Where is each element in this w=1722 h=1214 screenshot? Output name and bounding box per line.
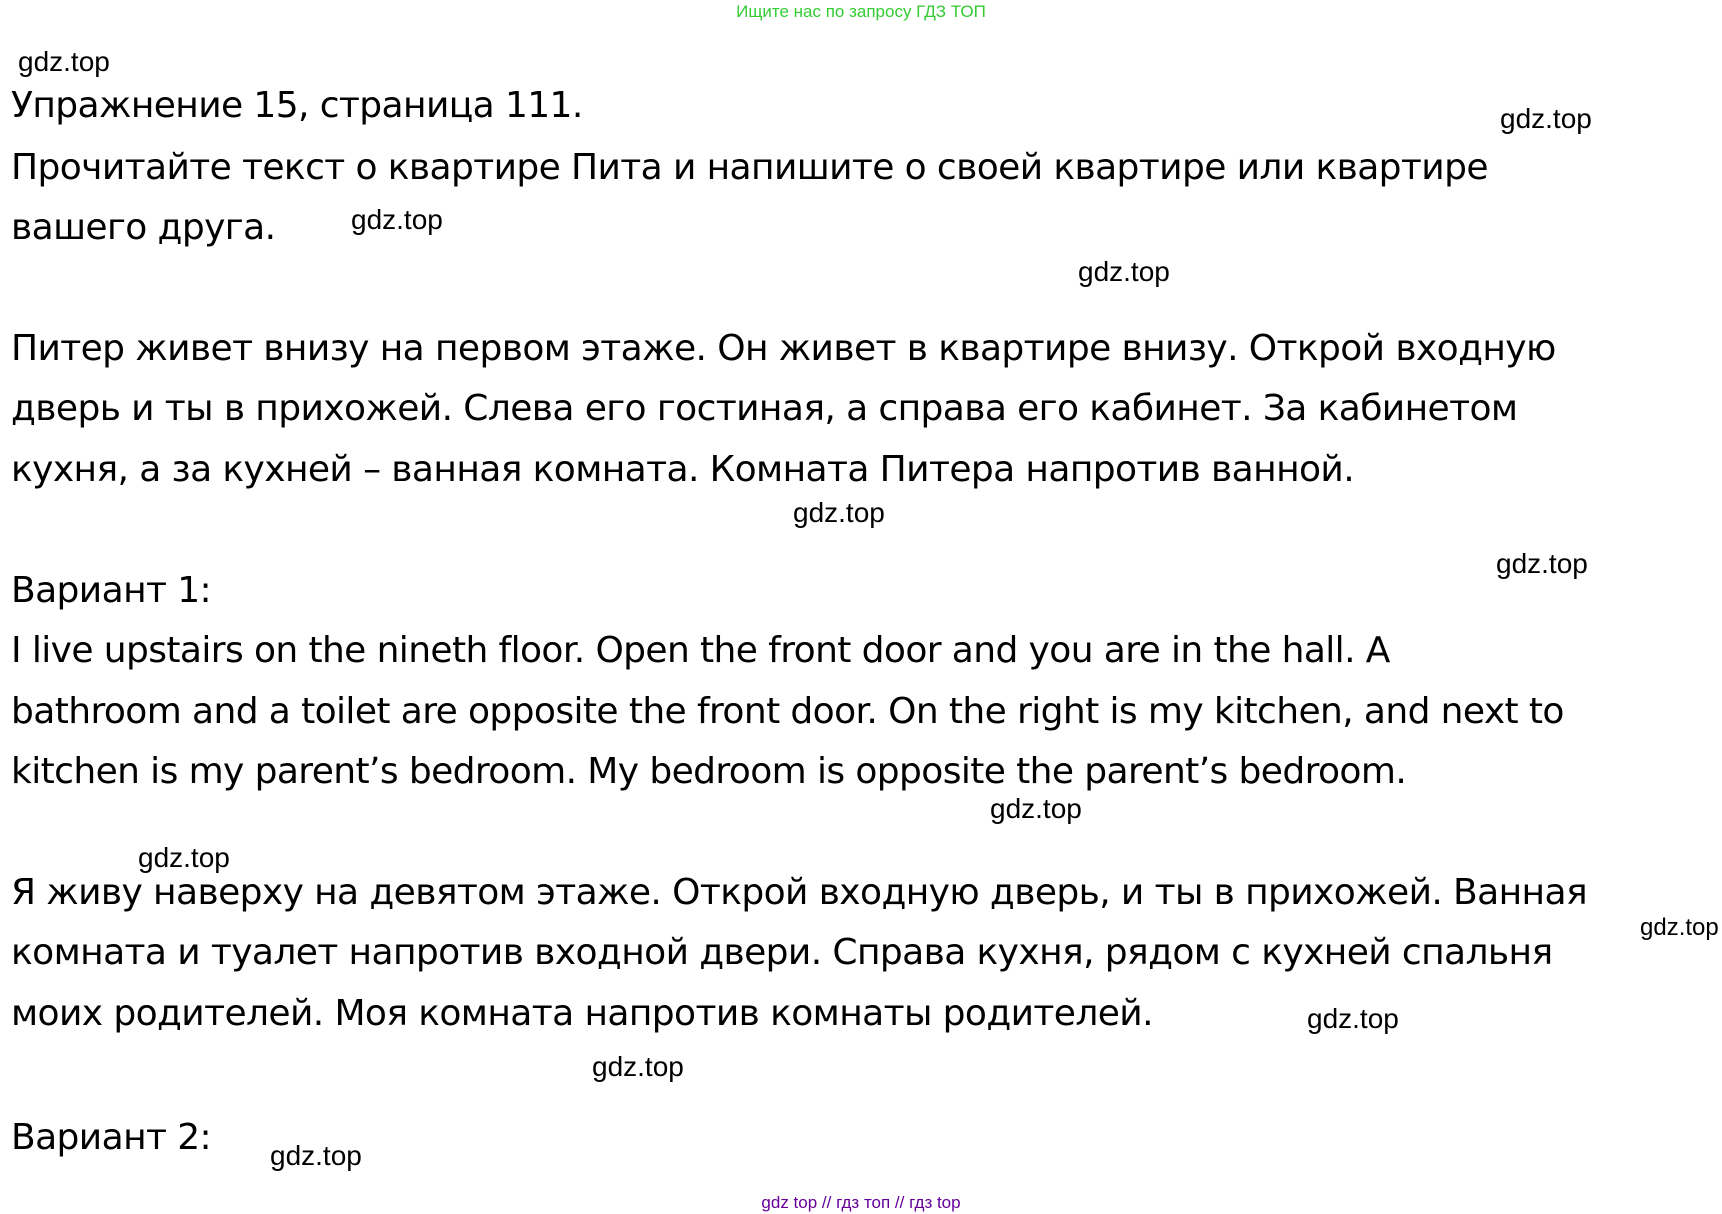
variant-1-english-line-2: bathroom and a toilet are opposite the front door. On the right is my kitchen, and next to: [11, 691, 1564, 732]
variant-1-russian-line-3: моих родителей. Моя комната напротив комнаты родителей.: [11, 993, 1153, 1034]
watermark: gdz.top: [990, 793, 1082, 824]
watermark: gdz.top: [18, 46, 110, 77]
source-text-line-2: дверь и ты в прихожей. Слева его гостиная, а справа его кабинет. За кабинетом: [11, 388, 1518, 429]
bottom-banner-links[interactable]: gdz top // гдз топ // гдз top: [761, 1193, 961, 1212]
watermark: gdz.top: [138, 842, 230, 873]
top-banner-link[interactable]: Ищите нас по запросу ГДЗ ТОП: [736, 2, 986, 21]
variant-1-english-line-1: I live upstairs on the nineth floor. Open the front door and you are in the hall. A: [11, 630, 1390, 671]
watermark: gdz.top: [1496, 548, 1588, 579]
watermark: gdz.top: [1640, 914, 1719, 941]
variant-1-russian-line-2: комната и туалет напротив входной двери. Справа кухня, рядом с кухней спальня: [11, 932, 1553, 973]
variant-2-heading: Вариант 2:: [11, 1117, 212, 1158]
source-text-line-3: кухня, а за кухней – ванная комната. Комната Питера напротив ванной.: [11, 449, 1355, 490]
variant-1-russian-line-1: Я живу наверху на девятом этаже. Открой входную дверь, и ты в прихожей. Ванная: [11, 872, 1587, 913]
watermark: gdz.top: [270, 1140, 362, 1171]
watermark: gdz.top: [592, 1051, 684, 1082]
task-line-2: вашего друга.: [11, 207, 276, 248]
variant-1-heading: Вариант 1:: [11, 570, 212, 611]
variant-1-english-line-3: kitchen is my parent’s bedroom. My bedroom is opposite the parent’s bedroom.: [11, 751, 1407, 792]
watermark: gdz.top: [1307, 1003, 1399, 1034]
source-text-line-1: Питер живет внизу на первом этаже. Он живет в квартире внизу. Открой входную: [11, 328, 1556, 369]
watermark: gdz.top: [351, 204, 443, 235]
watermark: gdz.top: [1500, 103, 1592, 134]
watermark: gdz.top: [1078, 256, 1170, 287]
task-line-1: Прочитайте текст о квартире Пита и напишите о своей квартире или квартире: [11, 147, 1488, 188]
watermark: gdz.top: [793, 497, 885, 528]
exercise-title: Упражнение 15, страница 111.: [11, 85, 583, 126]
